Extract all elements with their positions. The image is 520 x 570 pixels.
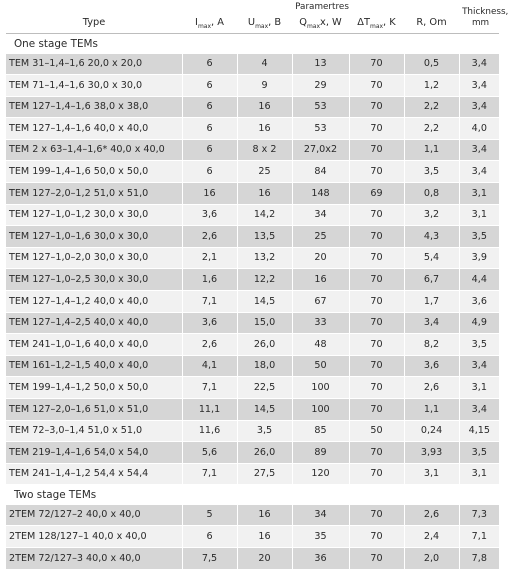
cell-resistance: 3,1 — [404, 463, 459, 485]
cell-resistance: 2,6 — [404, 505, 459, 526]
cell-dtmax: 70 — [349, 269, 404, 291]
cell-resistance: 1,1 — [404, 139, 459, 161]
cell-dtmax: 70 — [349, 161, 404, 183]
cell-umax: 16 — [237, 96, 292, 118]
cell-dtmax: 70 — [349, 291, 404, 313]
cell-imax: 3,6 — [182, 204, 237, 226]
section-title: One stage TEMs — [6, 34, 499, 54]
cell-qmax: 48 — [292, 334, 349, 356]
cell-umax: 3,5 — [237, 420, 292, 442]
cell-type: TEM 127–2,0–1,2 51,0 x 51,0 — [6, 183, 182, 205]
cell-umax: 22,5 — [237, 377, 292, 399]
header-imax: $I_{max}$, A — [195, 17, 224, 31]
cell-resistance: 0,5 — [404, 54, 459, 75]
cell-thickness: 3,4 — [459, 96, 499, 118]
table-row — [6, 442, 499, 464]
cell-type: TEM 72–3,0–1,4 51,0 x 51,0 — [6, 420, 182, 442]
cell-thickness: 3,6 — [459, 291, 499, 313]
table-row — [6, 377, 499, 399]
cell-type: TEM 71–1,4–1,6 30,0 x 30,0 — [6, 75, 182, 97]
cell-resistance: 2,0 — [404, 548, 459, 570]
table-row — [6, 548, 499, 570]
cell-qmax: 25 — [292, 226, 349, 248]
table-row — [6, 54, 499, 75]
cell-resistance: 5,4 — [404, 247, 459, 269]
cell-resistance: 1,1 — [404, 399, 459, 421]
cell-dtmax: 70 — [349, 505, 404, 526]
cell-dtmax: 70 — [349, 204, 404, 226]
cell-umax: 14,2 — [237, 204, 292, 226]
cell-umax: 16 — [237, 183, 292, 205]
cell-dtmax: 70 — [349, 463, 404, 485]
cell-imax: 7,1 — [182, 463, 237, 485]
cell-imax: 5,6 — [182, 442, 237, 464]
cell-imax: 3,6 — [182, 312, 237, 334]
cell-umax: 14,5 — [237, 399, 292, 421]
header-thickness: Thickness, mm — [462, 7, 509, 28]
cell-qmax: 67 — [292, 291, 349, 313]
cell-umax: 26,0 — [237, 442, 292, 464]
cell-dtmax: 70 — [349, 526, 404, 548]
cell-qmax: 33 — [292, 312, 349, 334]
cell-type: TEM 127–1,0–1,2 30,0 x 30,0 — [6, 204, 182, 226]
cell-dtmax: 70 — [349, 548, 404, 570]
cell-qmax: 34 — [292, 505, 349, 526]
cell-thickness: 3,1 — [459, 463, 499, 485]
cell-resistance: 3,2 — [404, 204, 459, 226]
cell-umax: 25 — [237, 161, 292, 183]
cell-dtmax: 69 — [349, 183, 404, 205]
cell-type: 2TEM 128/127–1 40,0 x 40,0 — [6, 526, 182, 548]
section-title: Two stage TEMs — [6, 485, 499, 505]
table-row — [6, 505, 499, 526]
cell-type: TEM 199–1,4–1,6 50,0 x 50,0 — [6, 161, 182, 183]
header-dtmax: $\Delta T_{max}$, K — [357, 17, 396, 31]
cell-type: 2TEM 72/127–3 40,0 x 40,0 — [6, 548, 182, 570]
cell-thickness: 3,4 — [459, 54, 499, 75]
cell-thickness: 3,5 — [459, 442, 499, 464]
cell-thickness: 7,1 — [459, 526, 499, 548]
header-resistance: R, Om — [416, 17, 447, 29]
cell-resistance: 2,4 — [404, 526, 459, 548]
cell-umax: 27,5 — [237, 463, 292, 485]
cell-qmax: 100 — [292, 399, 349, 421]
cell-imax: 6 — [182, 96, 237, 118]
cell-type: TEM 127–1,0–1,6 30,0 x 30,0 — [6, 226, 182, 248]
header-qmax: $Q_{max}x$, W — [299, 17, 342, 31]
table-row — [6, 226, 499, 248]
cell-qmax: 120 — [292, 463, 349, 485]
cell-resistance: 0,8 — [404, 183, 459, 205]
cell-thickness: 3,4 — [459, 139, 499, 161]
cell-qmax: 29 — [292, 75, 349, 97]
cell-resistance: 8,2 — [404, 334, 459, 356]
cell-type: TEM 127–1,0–2,0 30,0 x 30,0 — [6, 247, 182, 269]
table-row — [6, 269, 499, 291]
table-row — [6, 463, 499, 485]
cell-thickness: 3,4 — [459, 161, 499, 183]
cell-type: TEM 161–1,2–1,5 40,0 x 40,0 — [6, 355, 182, 377]
cell-thickness: 3,1 — [459, 183, 499, 205]
cell-imax: 6 — [182, 161, 237, 183]
cell-resistance: 3,5 — [404, 161, 459, 183]
table-row — [6, 420, 499, 442]
cell-thickness: 4,15 — [459, 420, 499, 442]
cell-qmax: 53 — [292, 118, 349, 140]
cell-thickness: 7,8 — [459, 548, 499, 570]
table-row — [6, 75, 499, 97]
table-row — [6, 161, 499, 183]
cell-dtmax: 70 — [349, 247, 404, 269]
cell-type: TEM 241–1,0–1,6 40,0 x 40,0 — [6, 334, 182, 356]
cell-umax: 14,5 — [237, 291, 292, 313]
table-row — [6, 96, 499, 118]
cell-umax: 15,0 — [237, 312, 292, 334]
cell-type: TEM 127–1,4–1,6 38,0 x 38,0 — [6, 96, 182, 118]
cell-imax: 2,1 — [182, 247, 237, 269]
table-row — [6, 247, 499, 269]
cell-dtmax: 70 — [349, 355, 404, 377]
cell-dtmax: 70 — [349, 118, 404, 140]
cell-dtmax: 70 — [349, 442, 404, 464]
cell-imax: 5 — [182, 505, 237, 526]
cell-qmax: 20 — [292, 247, 349, 269]
cell-umax: 8 x 2 — [237, 139, 292, 161]
cell-dtmax: 70 — [349, 399, 404, 421]
cell-imax: 7,1 — [182, 291, 237, 313]
cell-qmax: 13 — [292, 54, 349, 75]
cell-resistance: 2,2 — [404, 118, 459, 140]
cell-qmax: 16 — [292, 269, 349, 291]
cell-imax: 6 — [182, 118, 237, 140]
table-body — [6, 34, 499, 569]
cell-umax: 26,0 — [237, 334, 292, 356]
cell-dtmax: 70 — [349, 96, 404, 118]
cell-dtmax: 70 — [349, 377, 404, 399]
cell-umax: 18,0 — [237, 355, 292, 377]
cell-qmax: 36 — [292, 548, 349, 570]
cell-dtmax: 70 — [349, 226, 404, 248]
cell-imax: 6 — [182, 75, 237, 97]
cell-type: TEM 241–1,4–1,2 54,4 x 54,4 — [6, 463, 182, 485]
cell-thickness: 3,5 — [459, 226, 499, 248]
cell-qmax: 34 — [292, 204, 349, 226]
header-umax: $U_{max}$, B — [247, 17, 282, 31]
cell-dtmax: 70 — [349, 334, 404, 356]
cell-imax: 7,5 — [182, 548, 237, 570]
cell-imax: 11,6 — [182, 420, 237, 442]
cell-thickness: 4,0 — [459, 118, 499, 140]
tem-spec-table — [6, 2, 509, 570]
cell-umax: 9 — [237, 75, 292, 97]
cell-resistance: 3,6 — [404, 355, 459, 377]
table-row — [6, 526, 499, 548]
cell-qmax: 50 — [292, 355, 349, 377]
cell-umax: 16 — [237, 505, 292, 526]
cell-resistance: 2,6 — [404, 377, 459, 399]
table-row — [6, 312, 499, 334]
cell-qmax: 84 — [292, 161, 349, 183]
cell-type: TEM 127–1,4–1,2 40,0 x 40,0 — [6, 291, 182, 313]
cell-thickness: 3,4 — [459, 355, 499, 377]
cell-thickness: 3,4 — [459, 75, 499, 97]
section-header — [6, 485, 499, 505]
cell-umax: 16 — [237, 526, 292, 548]
cell-type: TEM 127–1,4–1,6 40,0 x 40,0 — [6, 118, 182, 140]
table-row — [6, 139, 499, 161]
cell-resistance: 3,4 — [404, 312, 459, 334]
cell-thickness: 3,1 — [459, 377, 499, 399]
cell-thickness: 3,9 — [459, 247, 499, 269]
cell-imax: 7,1 — [182, 377, 237, 399]
cell-qmax: 53 — [292, 96, 349, 118]
cell-qmax: 89 — [292, 442, 349, 464]
cell-qmax: 148 — [292, 183, 349, 205]
cell-resistance: 1,2 — [404, 75, 459, 97]
cell-resistance: 6,7 — [404, 269, 459, 291]
cell-umax: 16 — [237, 118, 292, 140]
cell-umax: 13,5 — [237, 226, 292, 248]
cell-imax: 11,1 — [182, 399, 237, 421]
table-header — [6, 2, 509, 34]
header-type: Type — [82, 17, 106, 29]
cell-thickness: 3,4 — [459, 399, 499, 421]
cell-imax: 6 — [182, 139, 237, 161]
cell-umax: 20 — [237, 548, 292, 570]
cell-type: TEM 127–1,4–2,5 40,0 x 40,0 — [6, 312, 182, 334]
table-row — [6, 291, 499, 313]
parameters-group-label: Paramertres — [295, 2, 349, 13]
cell-type: TEM 31–1,4–1,6 20,0 x 20,0 — [6, 54, 182, 75]
cell-type: TEM 127–2,0–1,6 51,0 x 51,0 — [6, 399, 182, 421]
cell-imax: 2,6 — [182, 226, 237, 248]
cell-umax: 12,2 — [237, 269, 292, 291]
cell-dtmax: 70 — [349, 139, 404, 161]
cell-type: TEM 2 x 63–1,4–1,6* 40,0 x 40,0 — [6, 139, 182, 161]
cell-imax: 16 — [182, 183, 237, 205]
section-header — [6, 34, 499, 54]
cell-umax: 4 — [237, 54, 292, 75]
cell-thickness: 3,5 — [459, 334, 499, 356]
cell-imax: 2,6 — [182, 334, 237, 356]
table-row — [6, 334, 499, 356]
cell-thickness: 7,3 — [459, 505, 499, 526]
cell-thickness: 3,1 — [459, 204, 499, 226]
cell-imax: 6 — [182, 526, 237, 548]
table-row — [6, 183, 499, 205]
cell-type: TEM 127–1,0–2,5 30,0 x 30,0 — [6, 269, 182, 291]
cell-imax: 6 — [182, 54, 237, 75]
cell-type: TEM 219–1,4–1,6 54,0 x 54,0 — [6, 442, 182, 464]
table-row — [6, 355, 499, 377]
cell-resistance: 2,2 — [404, 96, 459, 118]
cell-resistance: 4,3 — [404, 226, 459, 248]
table-row — [6, 204, 499, 226]
table-row — [6, 399, 499, 421]
cell-dtmax: 70 — [349, 54, 404, 75]
cell-imax: 4,1 — [182, 355, 237, 377]
cell-type: TEM 199–1,4–1,2 50,0 x 50,0 — [6, 377, 182, 399]
cell-dtmax: 70 — [349, 75, 404, 97]
cell-thickness: 4,9 — [459, 312, 499, 334]
cell-dtmax: 70 — [349, 312, 404, 334]
cell-dtmax: 50 — [349, 420, 404, 442]
cell-qmax: 35 — [292, 526, 349, 548]
cell-type: 2TEM 72/127–2 40,0 x 40,0 — [6, 505, 182, 526]
cell-resistance: 1,7 — [404, 291, 459, 313]
cell-qmax: 85 — [292, 420, 349, 442]
cell-umax: 13,2 — [237, 247, 292, 269]
cell-qmax: 27,0x2 — [292, 139, 349, 161]
cell-qmax: 100 — [292, 377, 349, 399]
cell-imax: 1,6 — [182, 269, 237, 291]
table-row — [6, 118, 499, 140]
cell-thickness: 4,4 — [459, 269, 499, 291]
cell-resistance: 3,93 — [404, 442, 459, 464]
cell-resistance: 0,24 — [404, 420, 459, 442]
